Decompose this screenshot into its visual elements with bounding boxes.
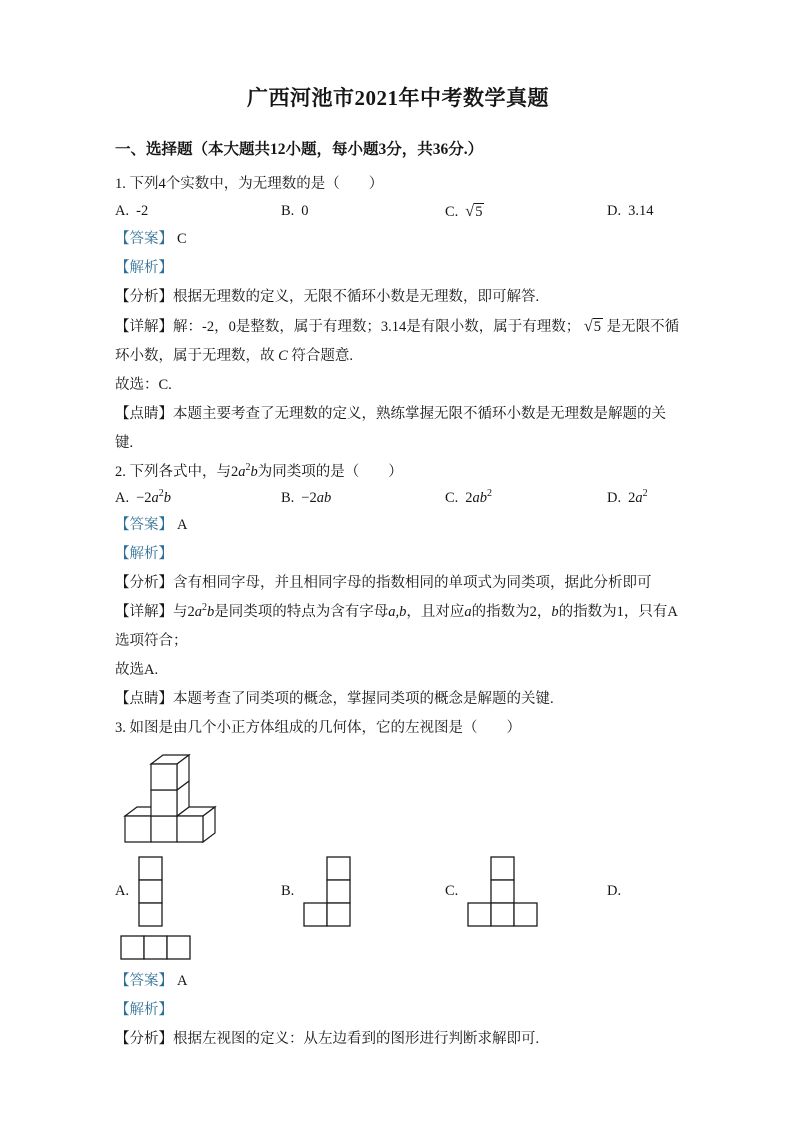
q2-dianjing-line: 【点睛】本题考查了同类项的概念，掌握同类项的概念是解题的关键.	[115, 691, 554, 707]
q1-fenxi-line: 【分析】根据无理数的定义，无限不循环小数是无理数，即可解答.	[115, 289, 540, 305]
q1-options-row	[115, 202, 681, 221]
q1-stem: 1. 下列4个实数中，为无理数的是（ ）	[115, 176, 384, 192]
q2-stem: 2. 下列各式中，与$2a^2b$为同类项的是（ ）	[115, 462, 403, 480]
q3-option-c: C.	[445, 856, 607, 927]
q2-option-c: C. $2ab^2$	[445, 488, 493, 506]
dianjing-label: 【点睛】	[115, 691, 173, 707]
q1-guxuan-line: 故选：C.	[115, 377, 172, 393]
q1-xiangjie-line: 【详解】解：-2，0是整数，属于有理数；3.14是有限小数，属于有理数； √5 是无限不循环小数，属于无理数，故 C 符合题意.	[115, 317, 680, 364]
xiangjie-label: 【详解】	[115, 604, 173, 620]
q1-option-b: B. 0	[281, 203, 309, 219]
q3-option-d: D.	[607, 882, 622, 899]
fenxi-label: 【分析】	[115, 1031, 173, 1047]
q2-options-row	[115, 490, 681, 507]
answer-label: 【答案】	[115, 231, 173, 247]
dianjing-label: 【点睛】	[115, 406, 173, 422]
q3-option-a: A.	[115, 856, 281, 927]
cube-solid-figure	[123, 752, 681, 845]
q1-answer-value: C	[177, 231, 187, 247]
q2-xiangjie-line: 【详解】与$2a^2b$是同类项的特点为含有字母a,b，且对应a的指数为2，b的指数为1，只有A选项符合；	[115, 602, 678, 649]
q3-options-row	[115, 853, 681, 929]
q1-option-d: D. 3.14	[607, 203, 654, 219]
page-title: 广西河池市2021年中考数学真题	[247, 86, 549, 110]
analysis-label: 【解析】	[115, 546, 173, 562]
q3-stem: 3. 如图是由几个小正方体组成的几何体，它的左视图是（ ）	[115, 720, 521, 736]
q1-dianjing-line: 【点睛】本题主要考查了无理数的定义，熟练掌握无限不循环小数是无理数是解题的关键.	[115, 406, 666, 451]
q3-option-b: B.	[281, 856, 445, 927]
q1-option-a: A. -2	[115, 203, 149, 219]
option-b-shape	[303, 856, 351, 927]
option-d-shape	[120, 935, 681, 960]
analysis-label: 【解析】	[115, 260, 173, 276]
section-header: 一、选择题（本大题共12小题，每小题3分，共36分.）	[115, 141, 484, 158]
q2-answer-value: A	[177, 517, 188, 533]
q3-fenxi-line: 【分析】根据左视图的定义：从左边看到的图形进行判断求解即可.	[115, 1031, 540, 1047]
q2-guxuan-line: 故选A.	[115, 662, 159, 678]
answer-label: 【答案】	[115, 973, 173, 989]
analysis-label: 【解析】	[115, 1002, 173, 1018]
q1-answer-line	[115, 225, 681, 254]
xiangjie-label: 【详解】	[115, 319, 173, 335]
q3-analysis-header	[115, 996, 681, 1025]
option-a-shape	[138, 856, 163, 927]
q3-answer-line	[115, 967, 681, 996]
q2-fenxi-line: 【分析】含有相同字母，并且相同字母的指数相同的单项式为同类项，据此分析即可	[115, 575, 652, 591]
q2-analysis-header	[115, 540, 681, 569]
q2-option-b: B. −2ab	[281, 490, 332, 506]
q1-analysis-header	[115, 254, 681, 283]
answer-label: 【答案】	[115, 517, 173, 533]
fenxi-label: 【分析】	[115, 575, 173, 591]
fenxi-label: 【分析】	[115, 289, 173, 305]
q2-answer-line	[115, 511, 681, 540]
q1-option-c: C. √5	[445, 202, 483, 220]
q3-answer-value: A	[177, 973, 188, 989]
q2-option-d: D. $2a^2$	[607, 488, 648, 506]
q2-option-a: A. $-2a^2b$	[115, 488, 172, 506]
option-c-shape	[467, 856, 538, 927]
